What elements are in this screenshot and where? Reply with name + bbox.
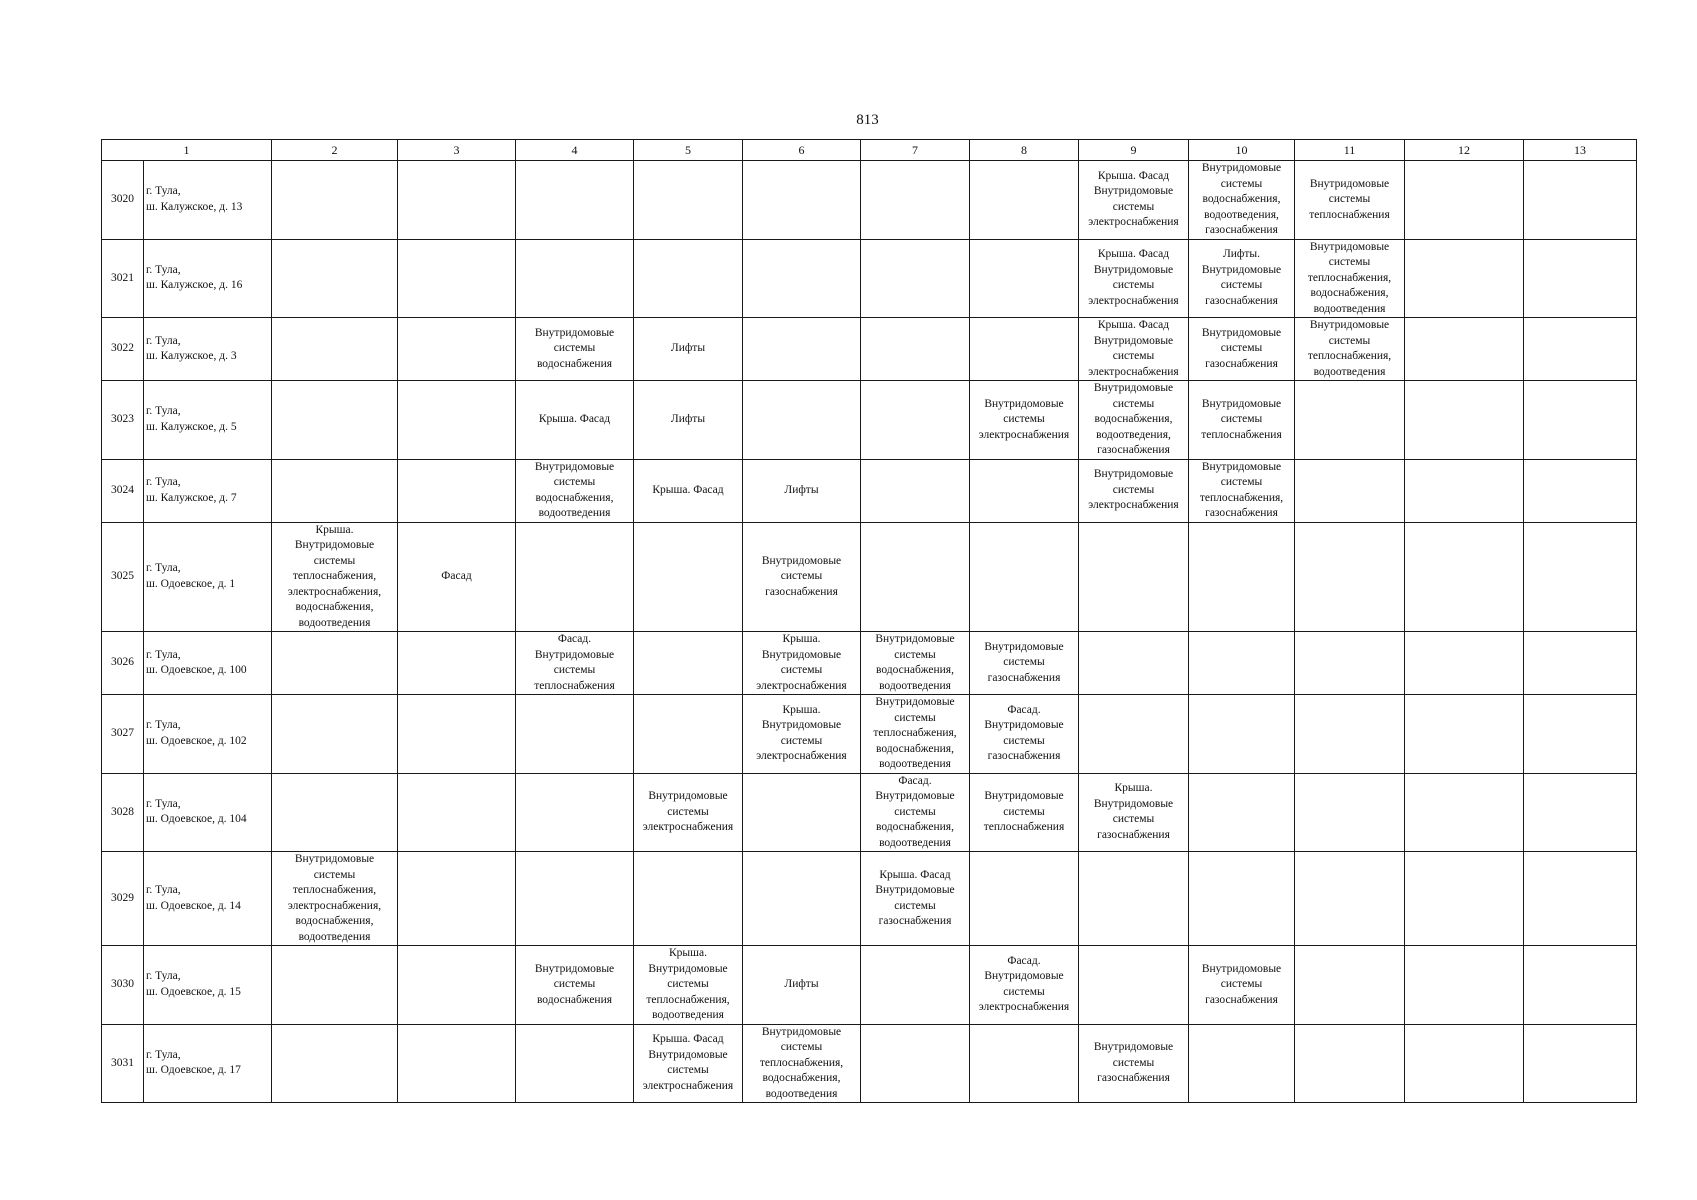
work-cell xyxy=(1189,632,1295,695)
work-cell: Крыша. Внутридомовые системы газоснабжения xyxy=(1079,773,1189,852)
work-cell xyxy=(743,239,861,318)
work-cell: Внутридомовые системы электроснабжения xyxy=(1079,459,1189,522)
work-cell: Крыша. Внутридомовые системы теплоснабжения, электроснабжения, водоснабжения, водоотведения xyxy=(272,522,398,632)
column-header: 9 xyxy=(1079,140,1189,161)
work-cell: Крыша. Внутридомовые системы теплоснабжения, водоотведения xyxy=(634,946,743,1025)
address-cell: г. Тула, ш. Одоевское, д. 100 xyxy=(144,632,272,695)
work-cell: Внутридомовые системы газоснабжения xyxy=(1079,1024,1189,1103)
work-cell xyxy=(634,239,743,318)
work-cell xyxy=(1524,695,1637,774)
table-row xyxy=(102,318,1637,381)
work-cell: Крыша. Фасад Внутридомовые системы газоснабжения xyxy=(861,852,970,946)
work-cell xyxy=(861,161,970,240)
work-cell: Внутридомовые системы водоснабжения, водоотведения, газоснабжения xyxy=(1189,161,1295,240)
column-header: 4 xyxy=(516,140,634,161)
work-cell xyxy=(1405,522,1524,632)
work-cell: Внутридомовые системы газоснабжения xyxy=(743,522,861,632)
work-cell xyxy=(398,1024,516,1103)
work-cell xyxy=(1405,695,1524,774)
work-cell xyxy=(398,459,516,522)
work-cell xyxy=(1079,695,1189,774)
work-cell xyxy=(272,773,398,852)
work-cell: Внутридомовые системы газоснабжения xyxy=(1189,318,1295,381)
work-cell: Лифты xyxy=(743,459,861,522)
work-cell xyxy=(398,381,516,460)
work-cell xyxy=(1189,1024,1295,1103)
column-header: 7 xyxy=(861,140,970,161)
work-cell xyxy=(1524,459,1637,522)
work-cell xyxy=(1405,381,1524,460)
work-cell: Фасад. Внутридомовые системы водоснабжения, водоотведения xyxy=(861,773,970,852)
work-cell xyxy=(1405,1024,1524,1103)
row-number: 3025 xyxy=(102,522,144,632)
table-row xyxy=(102,773,1637,852)
work-cell xyxy=(861,522,970,632)
work-cell xyxy=(272,1024,398,1103)
work-cell xyxy=(516,161,634,240)
work-cell xyxy=(1405,318,1524,381)
work-cell xyxy=(970,522,1079,632)
work-cell xyxy=(272,161,398,240)
work-cell xyxy=(398,695,516,774)
table-row xyxy=(102,381,1637,460)
table-row xyxy=(102,695,1637,774)
work-cell: Фасад. Внутридомовые системы электроснабжения xyxy=(970,946,1079,1025)
work-cell xyxy=(398,852,516,946)
work-cell xyxy=(272,946,398,1025)
table-row xyxy=(102,1024,1637,1103)
address-cell: г. Тула, ш. Одоевское, д. 15 xyxy=(144,946,272,1025)
work-cell xyxy=(743,852,861,946)
table-row xyxy=(102,161,1637,240)
work-cell xyxy=(1524,946,1637,1025)
work-cell xyxy=(272,632,398,695)
table-row xyxy=(102,459,1637,522)
work-cell xyxy=(398,318,516,381)
work-cell xyxy=(272,239,398,318)
work-cell: Крыша. Фасад xyxy=(634,459,743,522)
work-cell xyxy=(1079,522,1189,632)
table-row xyxy=(102,239,1637,318)
work-cell: Крыша. Фасад Внутридомовые системы электроснабжения xyxy=(1079,239,1189,318)
work-cell xyxy=(516,239,634,318)
work-cell: Крыша. Фасад Внутридомовые системы электроснабжения xyxy=(1079,318,1189,381)
work-cell: Внутридомовые системы теплоснабжения, газоснабжения xyxy=(1189,459,1295,522)
work-cell xyxy=(1295,773,1405,852)
work-cell: Внутридомовые системы теплоснабжения, водоотведения xyxy=(1295,318,1405,381)
work-cell xyxy=(1524,1024,1637,1103)
work-cell xyxy=(1524,773,1637,852)
work-cell: Лифты. Внутридомовые системы газоснабжения xyxy=(1189,239,1295,318)
work-cell xyxy=(1524,239,1637,318)
address-cell: г. Тула, ш. Калужское, д. 5 xyxy=(144,381,272,460)
work-cell xyxy=(1189,773,1295,852)
row-number: 3029 xyxy=(102,852,144,946)
work-cell: Внутридомовые системы теплоснабжения xyxy=(1295,161,1405,240)
work-cell xyxy=(272,459,398,522)
work-cell xyxy=(516,522,634,632)
work-cell xyxy=(1405,161,1524,240)
work-cell xyxy=(1405,773,1524,852)
page-number: 813 xyxy=(856,112,879,128)
work-cell xyxy=(1524,318,1637,381)
work-cell xyxy=(272,381,398,460)
row-number: 3023 xyxy=(102,381,144,460)
address-cell: г. Тула, ш. Одоевское, д. 104 xyxy=(144,773,272,852)
row-number: 3030 xyxy=(102,946,144,1025)
work-cell xyxy=(516,695,634,774)
work-cell xyxy=(861,318,970,381)
work-cell xyxy=(516,852,634,946)
work-cell xyxy=(743,318,861,381)
work-cell xyxy=(1295,381,1405,460)
work-cell xyxy=(1524,522,1637,632)
row-number: 3020 xyxy=(102,161,144,240)
work-cell: Внутридомовые системы теплоснабжения, водоснабжения, водоотведения xyxy=(861,695,970,774)
work-cell: Фасад xyxy=(398,522,516,632)
work-cell xyxy=(743,773,861,852)
row-number: 3021 xyxy=(102,239,144,318)
work-cell xyxy=(516,773,634,852)
work-cell xyxy=(634,852,743,946)
work-cell xyxy=(970,318,1079,381)
work-cell xyxy=(861,1024,970,1103)
work-cell xyxy=(1405,239,1524,318)
table-row xyxy=(102,946,1637,1025)
address-cell: г. Тула, ш. Одоевское, д. 1 xyxy=(144,522,272,632)
row-number: 3028 xyxy=(102,773,144,852)
address-cell: г. Тула, ш. Калужское, д. 7 xyxy=(144,459,272,522)
work-cell xyxy=(1295,522,1405,632)
work-cell xyxy=(634,161,743,240)
work-cell xyxy=(861,239,970,318)
work-cell: Внутридомовые системы электроснабжения xyxy=(634,773,743,852)
header-row xyxy=(102,140,1637,161)
row-number: 3026 xyxy=(102,632,144,695)
work-cell xyxy=(861,459,970,522)
work-cell xyxy=(1295,852,1405,946)
work-cell: Внутридомовые системы теплоснабжения xyxy=(970,773,1079,852)
work-cell: Внутридомовые системы водоснабжения, водоотведения, газоснабжения xyxy=(1079,381,1189,460)
work-cell xyxy=(970,239,1079,318)
work-cell xyxy=(634,632,743,695)
work-cell xyxy=(743,161,861,240)
table-row xyxy=(102,522,1637,632)
column-header: 8 xyxy=(970,140,1079,161)
work-cell xyxy=(1295,1024,1405,1103)
address-cell: г. Тула, ш. Одоевское, д. 17 xyxy=(144,1024,272,1103)
work-cell: Внутридомовые системы водоснабжения xyxy=(516,318,634,381)
column-header: 1 xyxy=(102,140,272,161)
column-header: 5 xyxy=(634,140,743,161)
work-cell: Внутридомовые системы водоснабжения xyxy=(516,946,634,1025)
work-cell xyxy=(1524,381,1637,460)
work-cell: Внутридомовые системы водоснабжения, водоотведения xyxy=(516,459,634,522)
work-cell: Внутридомовые системы теплоснабжения xyxy=(1189,381,1295,460)
work-cell: Внутридомовые системы водоснабжения, водоотведения xyxy=(861,632,970,695)
work-cell xyxy=(970,1024,1079,1103)
work-cell xyxy=(1079,632,1189,695)
table-body xyxy=(102,161,1637,1103)
work-cell: Внутридомовые системы газоснабжения xyxy=(1189,946,1295,1025)
work-cell xyxy=(970,459,1079,522)
work-cell xyxy=(1405,632,1524,695)
work-cell xyxy=(861,946,970,1025)
work-cell: Лифты xyxy=(634,381,743,460)
work-cell xyxy=(516,1024,634,1103)
work-cell xyxy=(1295,459,1405,522)
work-cell xyxy=(398,946,516,1025)
work-cell xyxy=(634,522,743,632)
work-cell xyxy=(398,773,516,852)
row-number: 3027 xyxy=(102,695,144,774)
address-cell: г. Тула, ш. Одоевское, д. 14 xyxy=(144,852,272,946)
work-cell: Крыша. Внутридомовые системы электроснабжения xyxy=(743,695,861,774)
row-number: 3031 xyxy=(102,1024,144,1103)
work-cell xyxy=(398,632,516,695)
work-cell xyxy=(1295,632,1405,695)
column-header: 11 xyxy=(1295,140,1405,161)
row-number: 3022 xyxy=(102,318,144,381)
work-cell xyxy=(861,381,970,460)
column-header: 13 xyxy=(1524,140,1637,161)
table-header xyxy=(102,140,1637,161)
work-cell: Крыша. Фасад Внутридомовые системы электроснабжения xyxy=(1079,161,1189,240)
work-cell xyxy=(970,852,1079,946)
work-cell xyxy=(1189,522,1295,632)
work-cell xyxy=(634,695,743,774)
work-cell xyxy=(1079,852,1189,946)
repair-schedule-table xyxy=(101,139,1637,1103)
work-cell xyxy=(970,161,1079,240)
column-header: 10 xyxy=(1189,140,1295,161)
work-cell xyxy=(1189,695,1295,774)
work-cell: Крыша. Фасад Внутридомовые системы электроснабжения xyxy=(634,1024,743,1103)
address-cell: г. Тула, ш. Калужское, д. 16 xyxy=(144,239,272,318)
work-cell: Внутридомовые системы газоснабжения xyxy=(970,632,1079,695)
work-cell: Крыша. Фасад xyxy=(516,381,634,460)
work-cell: Лифты xyxy=(634,318,743,381)
work-cell: Внутридомовые системы электроснабжения xyxy=(970,381,1079,460)
work-cell xyxy=(1524,852,1637,946)
work-cell xyxy=(1405,946,1524,1025)
work-cell xyxy=(1295,695,1405,774)
address-cell: г. Тула, ш. Одоевское, д. 102 xyxy=(144,695,272,774)
work-cell xyxy=(1295,946,1405,1025)
work-cell xyxy=(398,239,516,318)
work-cell xyxy=(1524,632,1637,695)
work-cell xyxy=(272,318,398,381)
table-row xyxy=(102,632,1637,695)
work-cell: Фасад. Внутридомовые системы газоснабжения xyxy=(970,695,1079,774)
work-cell xyxy=(1079,946,1189,1025)
address-cell: г. Тула, ш. Калужское, д. 13 xyxy=(144,161,272,240)
column-header: 6 xyxy=(743,140,861,161)
column-header: 3 xyxy=(398,140,516,161)
work-cell xyxy=(1189,852,1295,946)
address-cell: г. Тула, ш. Калужское, д. 3 xyxy=(144,318,272,381)
table-row xyxy=(102,852,1637,946)
work-cell: Внутридомовые системы теплоснабжения, водоснабжения, водоотведения xyxy=(743,1024,861,1103)
work-cell: Внутридомовые системы теплоснабжения, водоснабжения, водоотведения xyxy=(1295,239,1405,318)
column-header: 12 xyxy=(1405,140,1524,161)
row-number: 3024 xyxy=(102,459,144,522)
column-header: 2 xyxy=(272,140,398,161)
work-cell xyxy=(743,381,861,460)
work-cell: Фасад. Внутридомовые системы теплоснабжения xyxy=(516,632,634,695)
work-cell xyxy=(1405,852,1524,946)
work-cell xyxy=(398,161,516,240)
work-cell: Крыша. Внутридомовые системы электроснабжения xyxy=(743,632,861,695)
work-cell: Внутридомовые системы теплоснабжения, электроснабжения, водоснабжения, водоотведения xyxy=(272,852,398,946)
work-cell xyxy=(272,695,398,774)
work-cell: Лифты xyxy=(743,946,861,1025)
work-cell xyxy=(1405,459,1524,522)
work-cell xyxy=(1524,161,1637,240)
